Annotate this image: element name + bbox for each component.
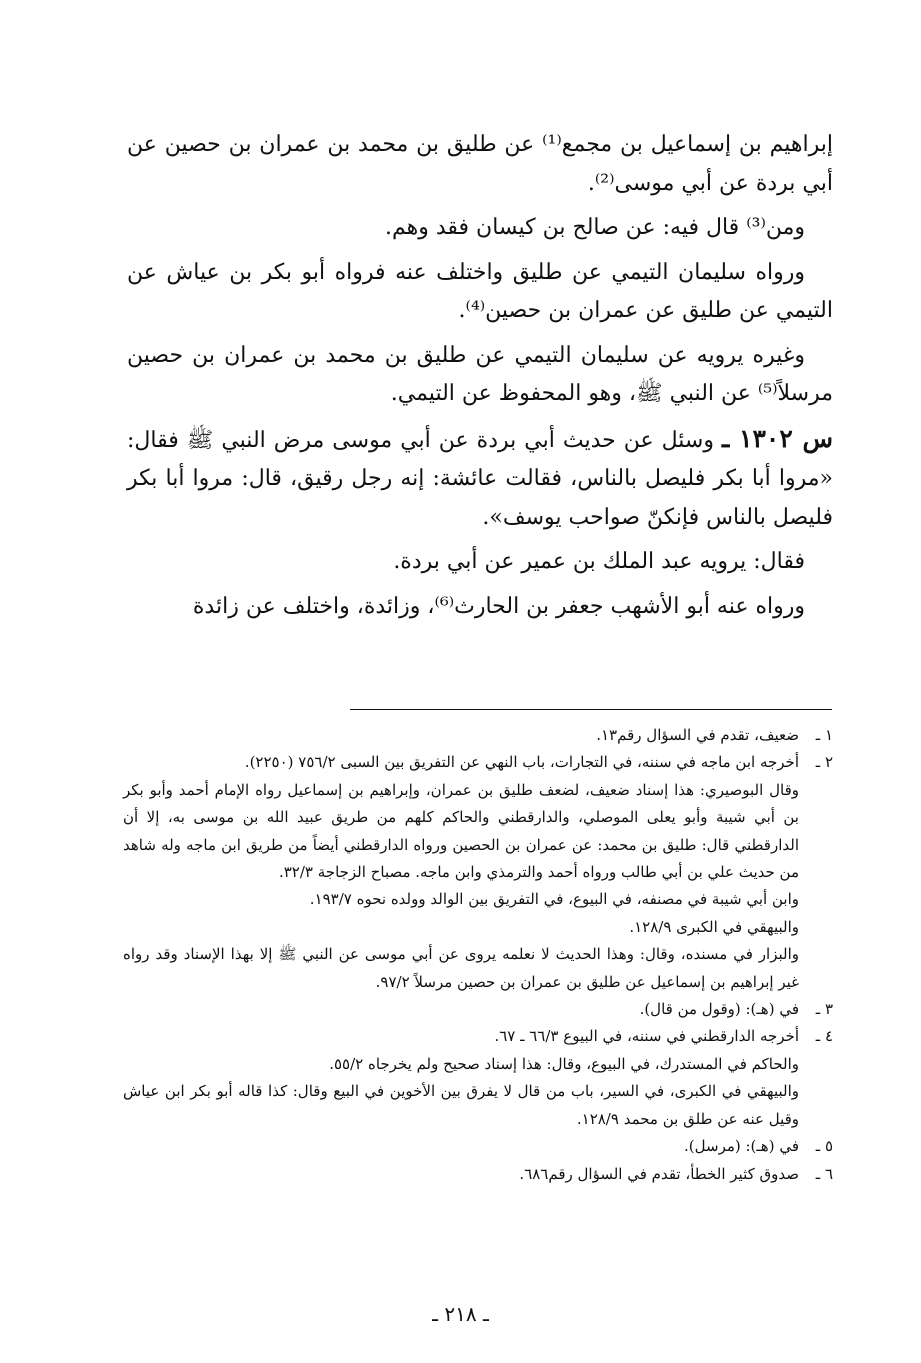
paragraph-answer: فقال: يرويه عبد الملك بن عمير عن أبي بردة. [393, 549, 805, 574]
question-number: س ١٣٠٢ ـ [722, 423, 834, 453]
footnote-3 [123, 996, 833, 1023]
footnote-4 [123, 1023, 833, 1050]
footnote-number: ٢ ـ [815, 753, 833, 772]
footnote-2-continuation [123, 777, 833, 996]
footnote-text: أخرجه الدارقطني في سننه، في البيوع ٦٦/٣ ـ ٦٧. [494, 1027, 799, 1046]
question-text: وسئل عن حديث أبي بردة عن أبي موسى مرض النبي ﷺ فقال: «مروا أبا بكر فليصل بالناس، فقالت عائشة: إنه رجل رقيق، قال: مروا أبا بكر فليصل بالناس فإنكنّ صواحب يوسف». [127, 427, 833, 530]
footnote-number: ٣ ـ [815, 1000, 833, 1019]
footnote-4-continuation [123, 1051, 833, 1133]
footnote-line: والبيهقي في الكبرى، في السير، باب من قال لا يفرق بين الأخوين في البيع وقال: كذا قاله أبو بكر ابن عياش وقيل عنه عن طلق بن محمد ١٢٨/٩. [123, 1082, 799, 1128]
footnote-5 [123, 1133, 833, 1160]
paragraph-abu-ashhab: ورواه عنه أبو الأشهب جعفر بن الحارث⁽⁶⁾، وزائدة، واختلف عن زائدة [192, 593, 805, 619]
footnote-number: ١ ـ [815, 726, 833, 744]
footnote-2 [123, 749, 833, 776]
footnote-line: والحاكم في المستدرك، في البيوع، وقال: هذا إسناد صحيح ولم يخرجاه ٥٥/٢. [329, 1054, 799, 1073]
footnote-1 [123, 722, 833, 749]
paragraph-sulaiman: ورواه سليمان التيمي عن طليق واختلف عنه فرواه أبو بكر بن عياش عن التيمي عن طليق عن عمران بن حصين⁽⁴⁾. [127, 259, 833, 323]
footnote-6 [123, 1161, 833, 1188]
footnote-text: أخرجه ابن ماجه في سننه، في التجارات، باب النهي عن التفريق بين السبى ٧٥٦/٢ (٢٢٥٠). [244, 753, 799, 772]
page-number: ـ ٢١٨ ـ [432, 1302, 489, 1326]
main-text [127, 126, 833, 632]
footnote-number: ٦ ـ [815, 1164, 833, 1183]
footnote-text: صدوق كثير الخطأ، تقدم في السؤال رقم٦٨٦. [519, 1164, 799, 1183]
footnote-line: وقال البوصيري: هذا إسناد ضعيف، لضعف طليق بن عمران، وإبراهيم بن إسماعيل رواه الإمام أحمد وأبو بكر بن أبي شيبة وأبو يعلى الموصلي، والدارقطني والحاكم كلهم من طريق عبيد الله بن موسى به، إلا أن الدارقطني قال: طليق بن محمد: عن عمران بن الحصين ورواه الدارقطني أيضاً من طريق ابن ماجه وله شاهد من حديث علي بن أبي طالب ورواه أحمد والترمذي وابن ماجه. مصباح الزجاجة ٣٢/٣. [123, 780, 799, 882]
footnotes [123, 722, 833, 1188]
footnote-line: والبيهقي في الكبرى ١٢٨/٩. [629, 917, 799, 936]
paragraph-isnad: إبراهيم بن إسماعيل بن مجمع⁽¹⁾ عن طليق بن محمد بن عمران بن حصين عن أبي بردة عن أبي موسى⁽²⁾. [127, 132, 833, 196]
paragraph-mursal: وغيره يرويه عن سليمان التيمي عن طليق بن محمد بن عمران بن حصين مرسلاً⁽⁵⁾ عن النبي ﷺ، وهو المحفوظ عن التيمي. [127, 342, 833, 406]
question-paragraph [127, 420, 833, 538]
footnote-text: ضعيف، تقدم في السؤال رقم١٣. [596, 726, 799, 744]
footnote-number: ٤ ـ [815, 1027, 833, 1046]
footnote-divider [350, 709, 832, 710]
paragraph-saleh: ومن⁽³⁾ قال فيه: عن صالح بن كيسان فقد وهم. [385, 215, 805, 240]
footnote-text: في (هـ): (مرسل). [684, 1137, 799, 1156]
footnote-number: ٥ ـ [815, 1137, 833, 1156]
footnote-line: وابن أبي شيبة في مصنفه، في البيوع، في التفريق بين الوالد وولده نحوه ١٩٣/٧. [309, 890, 799, 909]
footnote-text: في (هـ): (وقول من قال). [639, 1000, 799, 1019]
footnote-line: والبزار في مسنده، وقال: وهذا الحديث لا نعلمه يروى عن أبي موسى عن النبي ﷺ إلا بهذا الإسناد وقد رواه غير إبراهيم بن إسماعيل عن طليق بن عمران بن حصين مرسلاً ٩٧/٢. [123, 945, 799, 991]
